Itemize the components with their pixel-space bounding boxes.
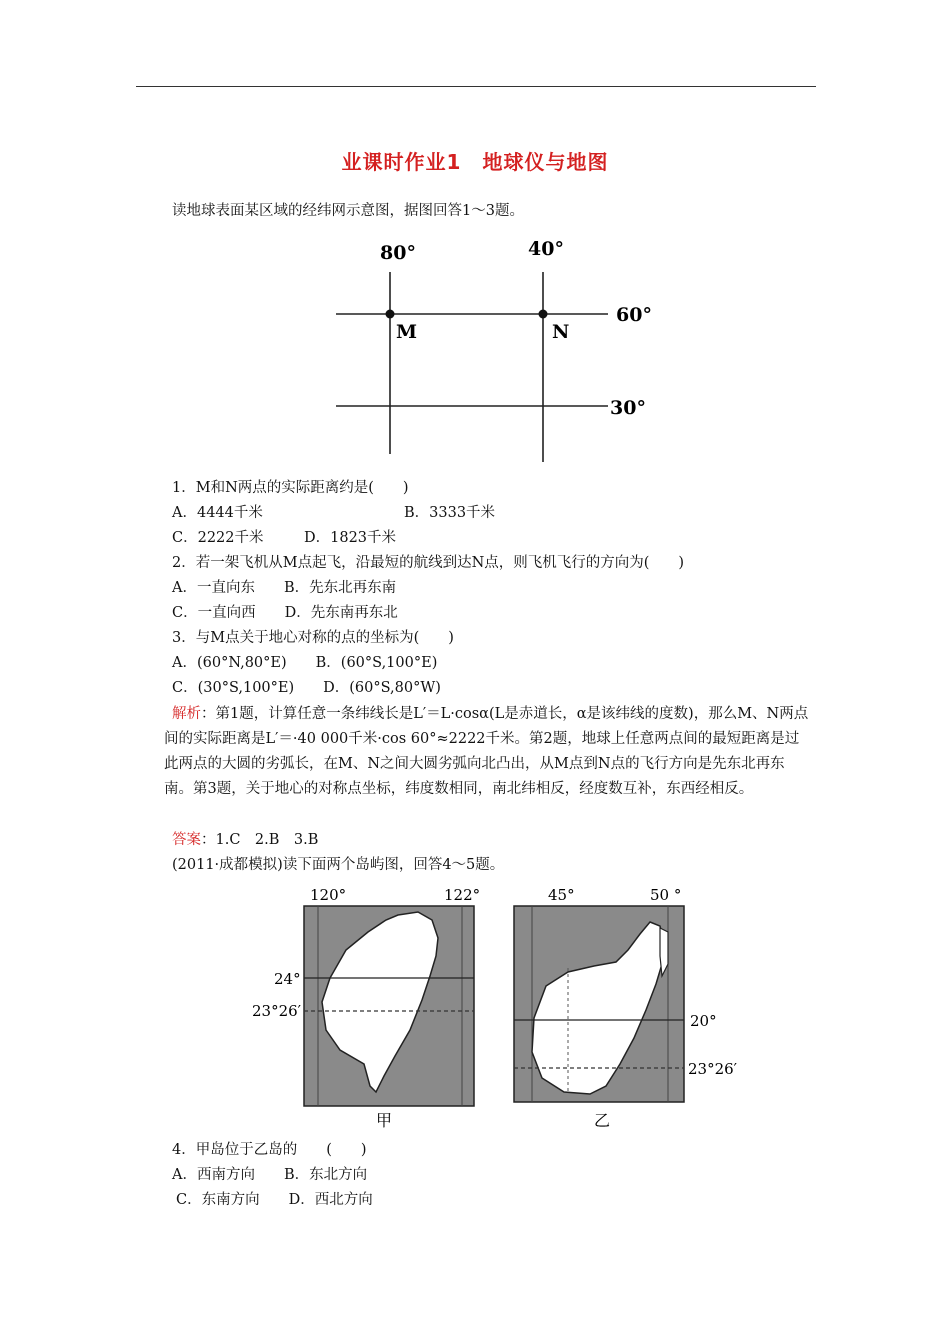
q2-options-cd: C．一直向西 D．先东南再东北 bbox=[172, 605, 398, 621]
island-map-jia bbox=[252, 886, 480, 1130]
yi-lon-45: 45° bbox=[548, 886, 575, 904]
lon-label-80: 80° bbox=[380, 242, 416, 264]
answer-label: 答案 bbox=[172, 832, 201, 848]
q1-option-d: D．1823千米 bbox=[304, 530, 397, 546]
q3-options-cd: C．(30°S,100°E) D．(60°S,80°W) bbox=[172, 680, 441, 696]
lat-label-30: 30° bbox=[610, 397, 646, 419]
analysis-text: ：第1题，计算任意一条纬线长是L′＝L·cosα(L是赤道长，α是该纬线的度数)，那么M、N两点间的实际距离是L′＝·40 000千米·cos 60°≈2222千米。第2题，地球上任意两点间的最短距离是过此两点的大圆的劣弧长，在M、N之间大圆劣弧向北凸出，从M点到N点的飞行方向是先东北再东南。第3题，关于地心的对称点坐标，纬度数相同，南北纬相反，经度数互补，东西经相反。 bbox=[164, 706, 809, 797]
page-title: 业课时作业1 地球仪与地图 bbox=[341, 150, 609, 174]
answer-line bbox=[172, 830, 318, 850]
yi-lat-20: 20° bbox=[690, 1012, 717, 1030]
analysis-label: 解析 bbox=[172, 706, 201, 722]
q4-stem: 4．甲岛位于乙岛的 ( ) bbox=[172, 1142, 367, 1158]
lat-label-60: 60° bbox=[616, 304, 652, 326]
q2-options-ab: A．一直向东 B．先东北再东南 bbox=[172, 580, 397, 596]
q4-options-ab: A．西南方向 B．东北方向 bbox=[172, 1167, 368, 1183]
jia-lat-24: 24° bbox=[274, 970, 301, 988]
q1-option-c: C．2222千米 bbox=[172, 530, 264, 546]
yi-lat-2326: 23°26′ bbox=[688, 1060, 738, 1078]
q3-options-ab: A．(60°N,80°E) B．(60°S,100°E) bbox=[172, 655, 438, 671]
figure-islands bbox=[250, 880, 750, 1130]
yi-caption: 乙 bbox=[594, 1111, 611, 1130]
island-map-yi bbox=[514, 886, 738, 1130]
q2-stem: 2．若一架飞机从M点起飞，沿最短的航线到达N点，则飞机飞行的方向为( ) bbox=[172, 555, 685, 571]
answer-text: ：1.C 2.B 3.B bbox=[201, 832, 319, 848]
jia-caption: 甲 bbox=[376, 1111, 393, 1130]
top-rule bbox=[136, 86, 816, 87]
q1-option-a: A．4444千米 bbox=[172, 505, 263, 521]
jia-lon-122: 122° bbox=[444, 886, 481, 904]
q1-option-b: B．3333千米 bbox=[404, 505, 496, 521]
point-m-label: M bbox=[396, 321, 418, 343]
analysis-paragraph bbox=[164, 702, 812, 802]
point-n-label: N bbox=[552, 321, 570, 343]
jia-lon-120: 120° bbox=[310, 886, 347, 904]
q3-stem: 3．与M点关于地心对称的点的坐标为( ) bbox=[172, 630, 454, 646]
q4-options-cd: C．东南方向 D．西北方向 bbox=[176, 1192, 373, 1208]
intro-text-1: 读地球表面某区域的经纬网示意图，据图回答1～3题。 bbox=[172, 203, 524, 219]
lon-label-40: 40° bbox=[528, 238, 564, 260]
intro-text-2: (2011·成都模拟)读下面两个岛屿图，回答4～5题。 bbox=[172, 857, 505, 873]
q1-stem: 1．M和N两点的实际距离约是( ) bbox=[172, 480, 409, 496]
figure-grid-map bbox=[330, 232, 660, 468]
yi-lon-50: 50 ° bbox=[650, 886, 682, 904]
jia-lat-2326: 23°26′ bbox=[252, 1002, 302, 1020]
